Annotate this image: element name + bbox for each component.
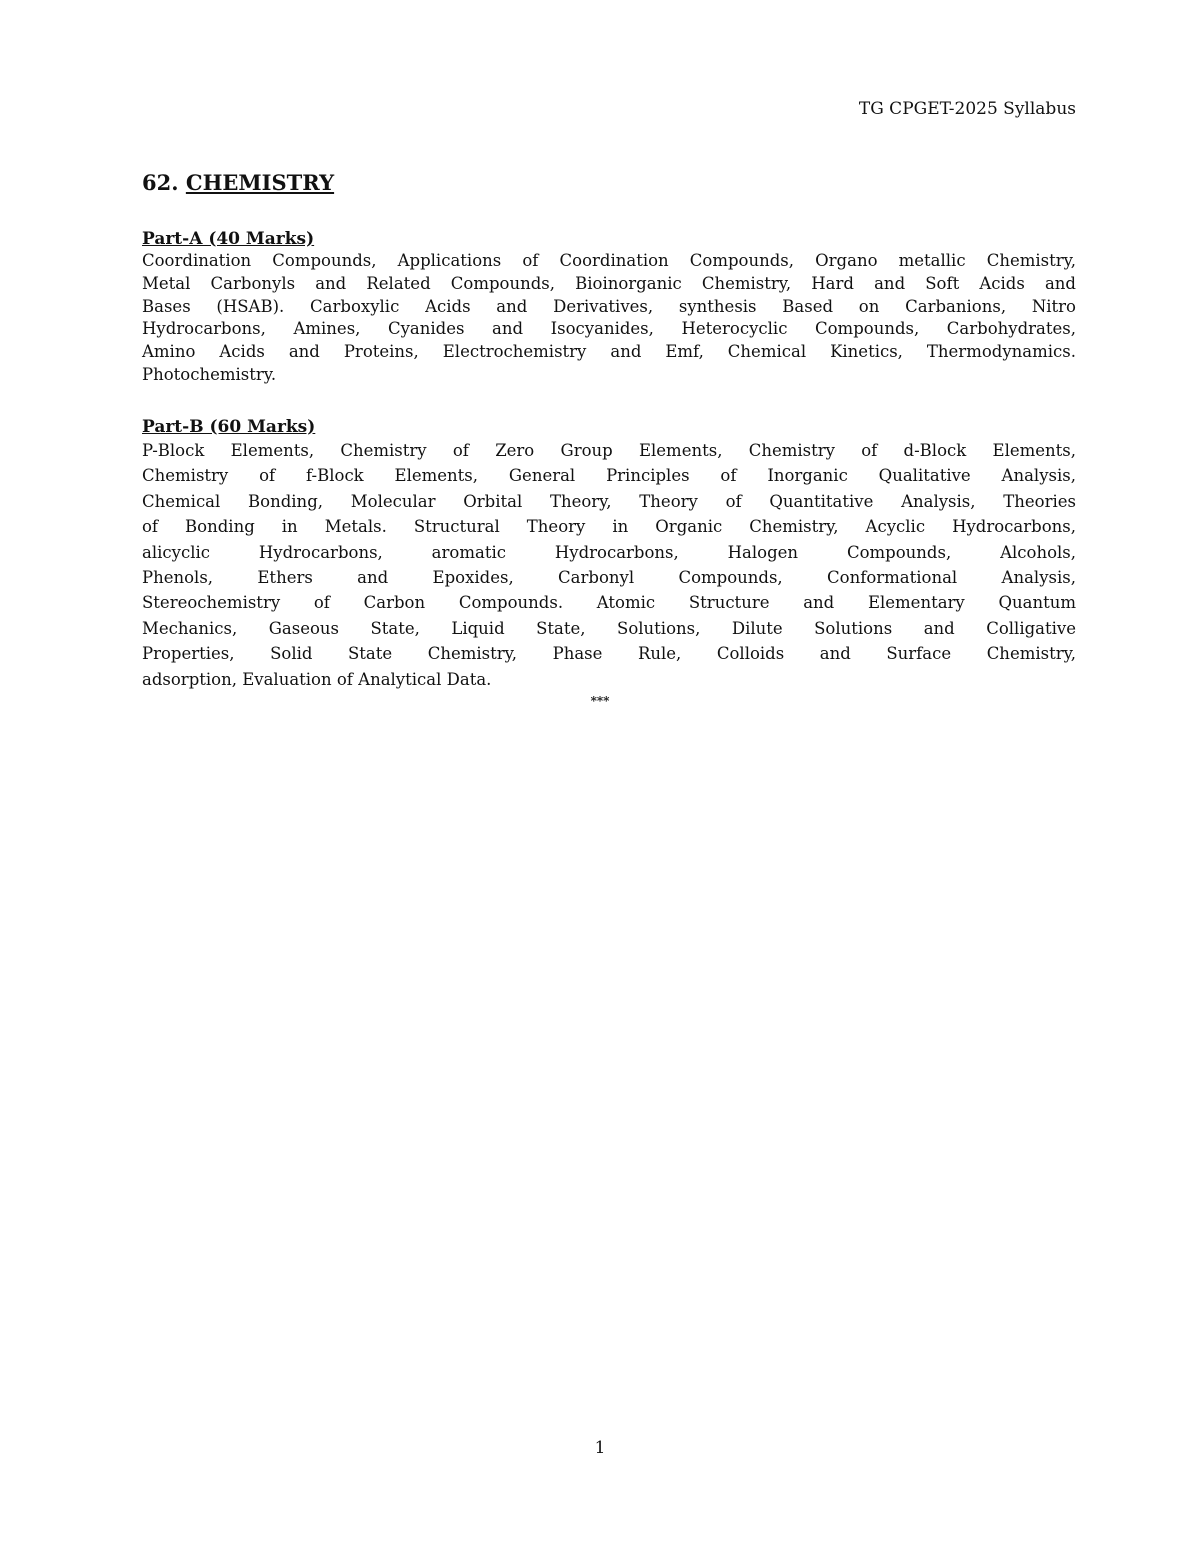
text-line: Hydrocarbons, Amines, Cyanides and Isocyanides, Heterocyclic Compounds, Carbohydrates, [142,319,1076,339]
text-line: Coordination Compounds, Applications of Coordination Compounds, Organo metallic Chemistry, [142,251,1076,270]
part-b-body [142,438,1076,692]
text-line: of Bonding in Metals. Structural Theory in Organic Chemistry, Acyclic Hydrocarbons, [142,517,1076,537]
text-line: Chemical Bonding, Molecular Orbital Theory, Theory of Quantitative Analysis, Theories [142,491,1076,511]
page-title [142,170,334,195]
text-line: alicyclic Hydrocarbons, aromatic Hydrocarbons, Halogen Compounds, Alcohols, [142,542,1076,562]
text-line: Photochemistry. [142,364,277,384]
text-line: adsorption, Evaluation of Analytical Data. [142,669,492,689]
text-line: P-Block Elements, Chemistry of Zero Group Elements, Chemistry of d-Block Elements, [142,441,1076,460]
part-a-body [142,250,1076,387]
text-line: Bases (HSAB). Carboxylic Acids and Derivatives, synthesis Based on Carbanions, Nitro [142,296,1076,316]
text-line: Mechanics, Gaseous State, Liquid State, Solutions, Dilute Solutions and Colligative [142,618,1076,638]
part-b-heading: Part-B (60 Marks) [142,417,316,437]
text-line: Chemistry of f-Block Elements, General Principles of Inorganic Qualitative Analysis, [142,466,1076,486]
text-line: Metal Carbonyls and Related Compounds, Bioinorganic Chemistry, Hard and Soft Acids and [142,273,1076,293]
text-line: Properties, Solid State Chemistry, Phase Rule, Colloids and Surface Chemistry, [142,644,1076,664]
part-a-heading: Part-A (40 Marks) [142,229,315,249]
part-b-section [142,416,1076,692]
title-subject: CHEMISTRY [185,170,335,195]
part-a-section [142,228,1076,387]
text-line: Phenols, Ethers and Epoxides, Carbonyl Compounds, Conformational Analysis, [142,568,1076,588]
page-header: TG CPGET-2025 Syllabus [858,99,1076,119]
page-number: 1 [594,1438,606,1458]
text-line: Stereochemistry of Carbon Compounds. Atomic Structure and Elementary Quantum [142,593,1076,613]
end-mark: *** [590,694,610,708]
title-number: 62. [142,170,179,195]
text-line: Amino Acids and Proteins, Electrochemistry and Emf, Chemical Kinetics, Thermodynamics. [142,342,1076,362]
